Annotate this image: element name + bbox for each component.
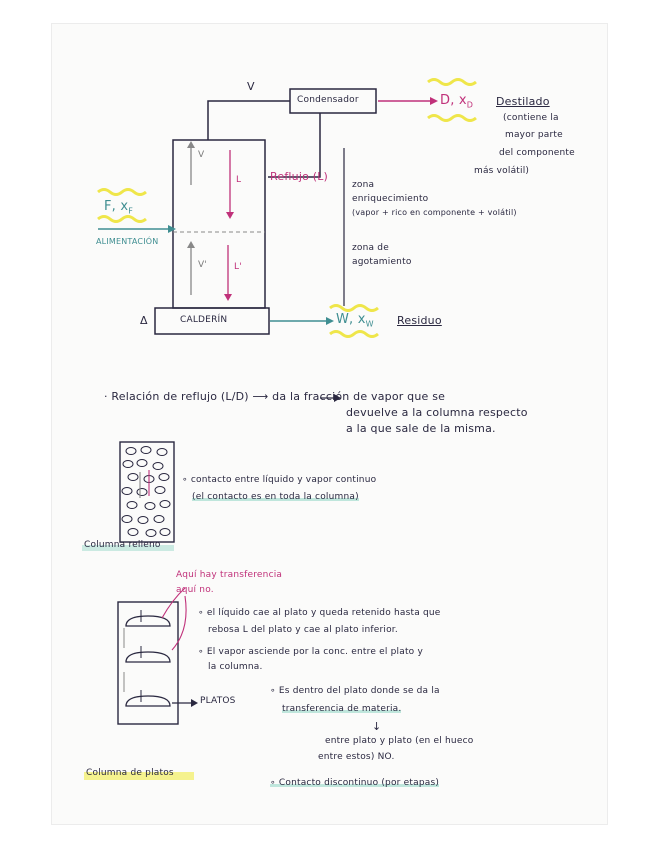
plate-bullet-1-line-2: rebosa L del plato y cae al plato inferior. (208, 625, 398, 635)
stripping-zone-line-1: zona de (352, 243, 389, 253)
column-liquid-top-label: L (236, 175, 242, 185)
reboiler-label: CALDERÍN (180, 315, 228, 325)
distillate-symbol: D, $x_D$ (440, 93, 474, 110)
condenser-vapor-label: V (247, 80, 255, 93)
reflux-ratio-line-2: devuelve a la columna respecto (346, 406, 528, 419)
distillate-note-line-3: del componente (499, 148, 575, 158)
residue-symbol: W, $x_W$ (336, 312, 374, 329)
feed-symbol: F, $x_F$ (104, 199, 134, 216)
plate-bullet-1-line-1: ∘ el líquido cae al plato y queda retenido hasta que (198, 608, 441, 618)
packed-bullet-line-1: ∘ contacto entre líquido y vapor continuo (182, 475, 377, 485)
plate-bullet-3-line-1: ∘ Es dentro del plato donde se da la (270, 686, 440, 696)
plate-bullet-3-line-4: entre estos) NO. (318, 752, 395, 762)
stripping-zone-line-2: agotamiento (352, 257, 412, 267)
packed-column-caption: Columna relleno (84, 540, 161, 550)
column-vapor-top-label: V (198, 150, 205, 160)
transfer-note-1: Aquí hay transferencia (176, 570, 283, 580)
feed-label: ALIMENTACIÓN (96, 237, 159, 246)
reflux-label: Reflujo (L) (270, 170, 329, 183)
enrichment-zone-line-1: enriquecimiento (352, 194, 429, 204)
enrichment-zone-line-2: (vapor + rico en componente + volátil) (352, 208, 517, 217)
plate-column-caption: Columna de platos (86, 768, 174, 778)
packed-bullet-line-2: (el contacto es en toda la columna) (192, 492, 359, 502)
distillate-note-line-2: mayor parte (505, 130, 563, 140)
distillate-note-line-4: más volátil) (474, 166, 530, 176)
discontinuous-contact-note: ∘ Contacto discontinuo (por etapas) (270, 778, 440, 788)
plate-bullet-3-line-2: transferencia de materia. (282, 704, 402, 714)
column-vapor-bottom-label: V' (198, 260, 208, 270)
enrichment-zone-title: zona (352, 180, 375, 190)
heat-input-symbol: Δ (140, 314, 148, 327)
distillate-note-line-1: (contiene la (503, 113, 559, 123)
plate-bullet-3-line-3: entre plato y plato (en el hueco (325, 736, 474, 746)
reflux-ratio-line-1: · Relación de reflujo (L/D) ⟶ da la fracción de vapor que se (104, 390, 446, 403)
column-liquid-bottom-label: L' (234, 262, 242, 272)
transfer-note-2: aquí no. (176, 585, 214, 595)
plates-label: PLATOS (200, 696, 236, 706)
plate-bullet-2-line-2: la columna. (208, 662, 263, 672)
distillate-label: Destilado (496, 95, 550, 108)
residue-label: Residuo (397, 314, 442, 327)
condenser-label: Condensador (297, 95, 359, 105)
reflux-ratio-line-3: a la que sale de la misma. (346, 422, 496, 435)
plate-bullet-2-line-1: ∘ El vapor asciende por la conc. entre el plato y (198, 647, 423, 657)
down-arrow: ↓ (372, 720, 382, 733)
